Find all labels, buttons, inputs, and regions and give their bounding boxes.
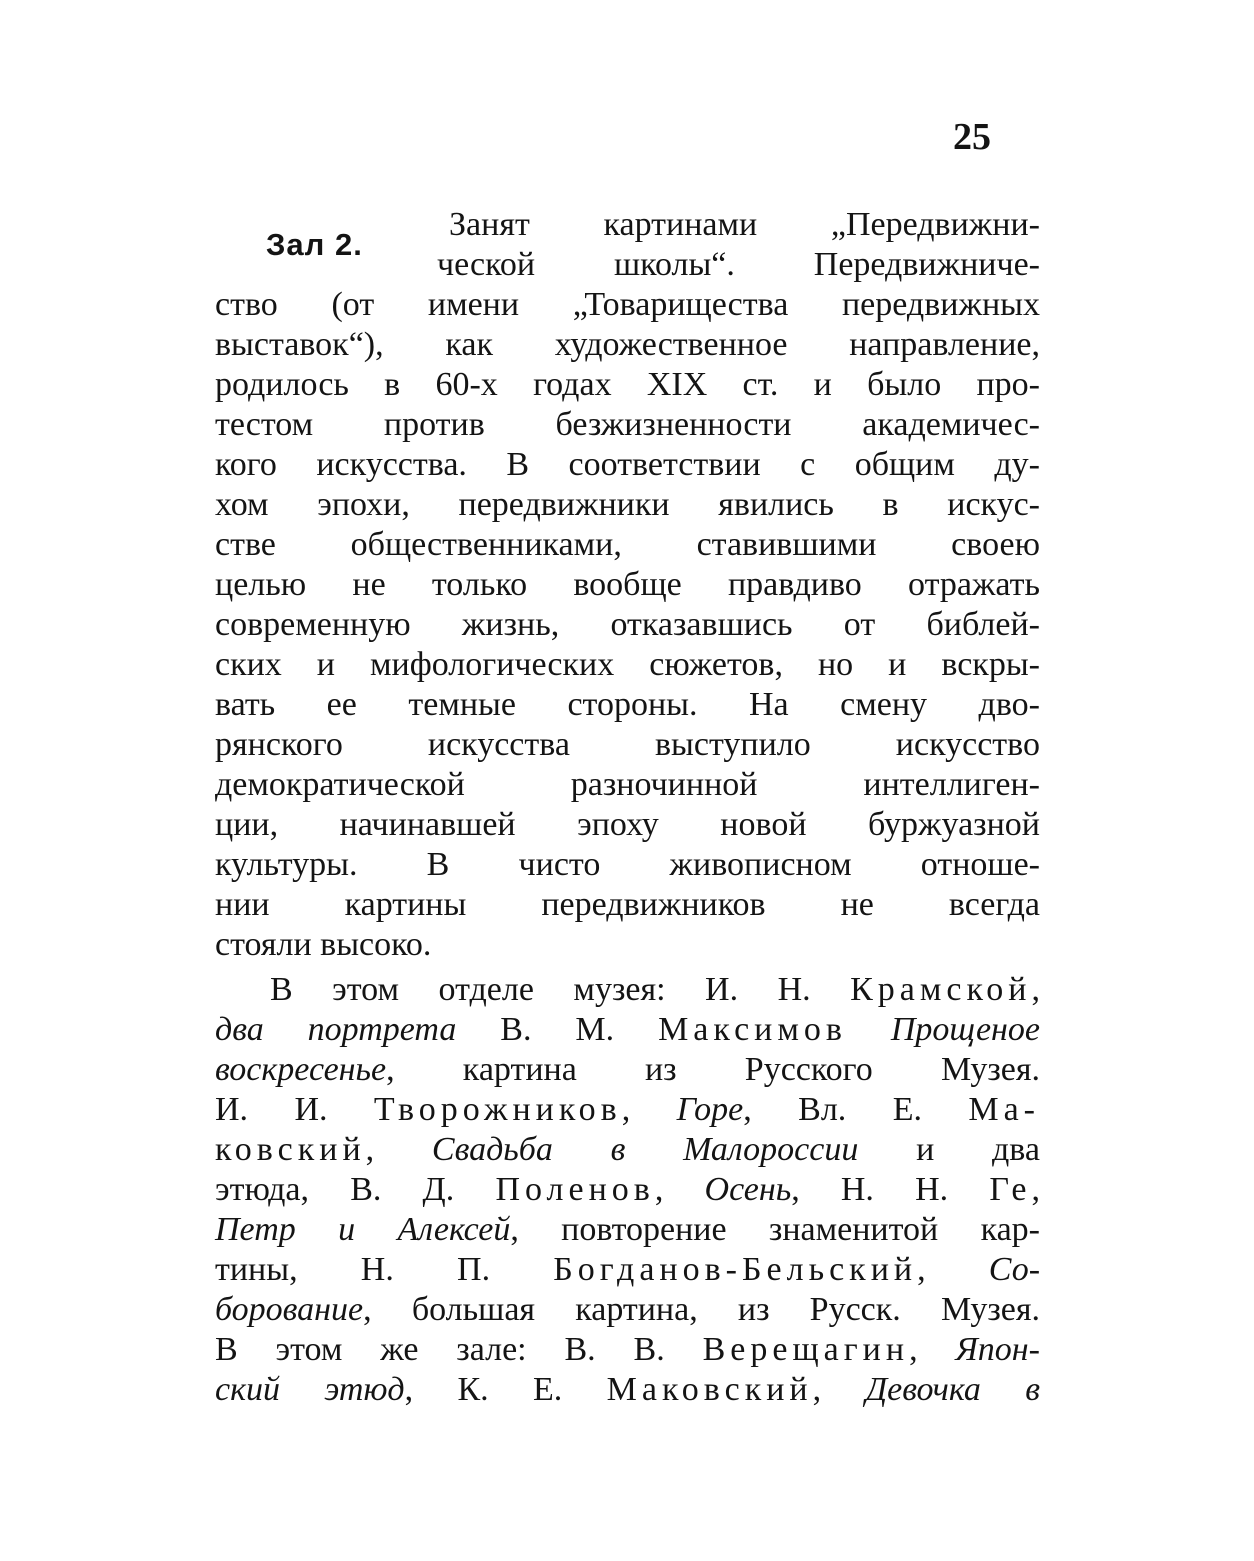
text-line: ство (от имени „Товарищества передвижных (215, 286, 1040, 323)
text-line (215, 1010, 1040, 1050)
artwork-title: Свадьба в Малороссии (431, 1131, 859, 1168)
text-line (215, 1290, 1040, 1330)
text-line (215, 1170, 1040, 1210)
text-line: стояли высоко. (215, 926, 432, 963)
artwork-title: Со- (988, 1251, 1041, 1288)
artwork-title: Осень (704, 1171, 792, 1208)
text-segment: В этом же зале: В. В. (215, 1331, 703, 1368)
text-line: культуры. В чисто живописном отноше- (215, 846, 1040, 883)
text-segment: , (812, 1371, 866, 1408)
text-segment: В этом отделе музея: И. Н. (270, 971, 851, 1008)
text-segment: , большая картина, из Русск. Музея. (363, 1291, 1040, 1328)
text-segment: , (621, 1091, 677, 1128)
text-segment: и два (858, 1131, 1041, 1168)
text-segment: , К. Е. (404, 1371, 607, 1408)
artwork-title: два портрета (215, 1011, 457, 1048)
text-segment: И. И. (215, 1091, 374, 1128)
artist-name: Творожников (373, 1091, 622, 1128)
artist-name: Богданов-Бельский (553, 1251, 918, 1288)
text-line: стве общественниками, ставившими своею (215, 526, 1040, 563)
text-line: выставок“), как художественное направление, (215, 326, 1040, 363)
artwork-title: Петр и Алексей (215, 1211, 511, 1248)
artist-name: Ма- (968, 1091, 1041, 1128)
text-line: Занят картинами „Передвижни- (449, 206, 1040, 243)
text-line (215, 1050, 1040, 1090)
text-line: нии картины передвижников не всегда (215, 886, 1040, 923)
text-segment: , (1031, 971, 1040, 1008)
text-segment: , картина из Русского Музея. (386, 1051, 1040, 1088)
text-segment: , (654, 1171, 705, 1208)
text-segment: , (909, 1331, 956, 1368)
text-line (215, 1130, 1040, 1170)
text-line: родилось в 60-х годах XIX ст. и было про- (215, 366, 1040, 403)
artist-name: Ге (989, 1171, 1032, 1208)
artwork-title: Девочка в (865, 1371, 1041, 1408)
text-line (215, 1250, 1040, 1290)
text-line (270, 970, 1040, 1010)
artwork-title: ский этюд (215, 1371, 405, 1408)
text-line: современную жизнь, отказавшись от библей- (215, 606, 1040, 643)
text-segment: , (1031, 1171, 1041, 1208)
text-line: кого искусства. В соответствии с общим ду- (215, 446, 1040, 483)
artwork-title: Япон- (955, 1331, 1040, 1368)
text-segment: , Н. Н. (791, 1171, 990, 1208)
text-segment: тины, Н. П. (215, 1251, 554, 1288)
page-number: 25 (953, 116, 991, 158)
text-line: тестом против безжизненности академичес- (215, 406, 1040, 443)
text-line (215, 1370, 1040, 1410)
text-line: демократической разночинной интеллиген- (215, 766, 1040, 803)
artwork-title: борование (215, 1291, 364, 1328)
text-line (215, 1090, 1040, 1130)
text-line: хом эпохи, передвижники явились в искус- (215, 486, 1040, 523)
text-line: ческой школы“. Передвижниче- (437, 246, 1040, 283)
artist-name: Максимов (658, 1011, 847, 1048)
text-line: целью не только вообще правдиво отражать (215, 566, 1040, 603)
artwork-title: воскресенье (215, 1051, 387, 1088)
artist-name: Крамской (850, 971, 1032, 1008)
text-line: ции, начинавшей эпоху новой буржуазной (215, 806, 1040, 843)
artist-name: Маковский (606, 1371, 813, 1408)
artist-name: Верещагин (702, 1331, 910, 1368)
text-line: вать ее темные стороны. На смену дво- (215, 686, 1040, 723)
text-segment: В. М. (456, 1011, 659, 1048)
artwork-title: Горе (676, 1091, 744, 1128)
text-line (215, 1330, 1040, 1370)
text-segment: , (917, 1251, 989, 1288)
text-line: рянского искусства выступило искусство (215, 726, 1040, 763)
text-segment: , Вл. Е. (743, 1091, 969, 1128)
text-line (215, 1210, 1040, 1250)
text-segment: , повторение знаменитой кар- (510, 1211, 1040, 1248)
text-segment: этюда, В. Д. (215, 1171, 496, 1208)
artist-name: ковский (215, 1131, 366, 1168)
text-segment (847, 1011, 891, 1048)
artist-name: Поленов (495, 1171, 655, 1208)
artwork-title: Прощеное (890, 1011, 1040, 1048)
text-segment: , (365, 1131, 432, 1168)
hall-label: Зал 2. (266, 227, 363, 262)
text-line: ских и мифологических сюжетов, но и вскры- (215, 646, 1040, 683)
